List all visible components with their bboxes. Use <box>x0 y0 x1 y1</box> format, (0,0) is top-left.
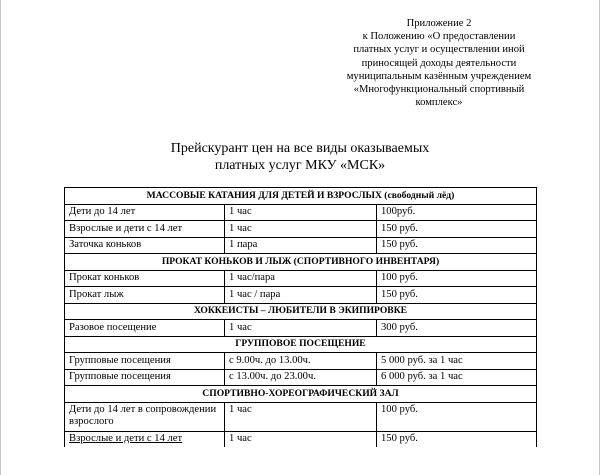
service-underlined-text: Взрослые и дети с 14 лет <box>69 433 183 444</box>
section-heading-row <box>65 303 537 320</box>
price-cell: 5 000 руб. за 1 час <box>377 353 537 370</box>
section-heading-row <box>65 386 537 403</box>
section-heading: СПОРТИВНО-ХОРЕОГРАФИЧЕСКИЙ ЗАЛ <box>65 386 537 403</box>
page-frame-left <box>0 0 1 475</box>
service-cell: Групповые посещения <box>65 369 225 386</box>
unit-cell: 1 пара <box>225 237 377 254</box>
service-cell: Дети до 14 лет в сопровождении взрослого <box>65 402 225 431</box>
appendix-line: Приложение 2 <box>406 18 472 29</box>
section-heading-row <box>65 188 537 205</box>
section-heading: ХОККЕИСТЫ – ЛЮБИТЕЛИ В ЭКИПИРОВКЕ <box>65 303 537 320</box>
title-line-2: платных услуг МКУ «МСК» <box>214 158 386 173</box>
unit-cell: с 9.00ч. до 13.00ч. <box>225 353 377 370</box>
table-row <box>65 402 537 431</box>
section-heading: ПРОКАТ КОНЬКОВ И ЛЫЖ (СПОРТИВНОГО ИНВЕНТАРЯ) <box>65 254 537 271</box>
price-cell: 150 руб. <box>377 287 537 304</box>
service-cell: Дети до 14 лет <box>65 204 225 221</box>
section-heading: ГРУППОВОЕ ПОСЕЩЕНИЕ <box>65 336 537 353</box>
appendix-line: к Положению «О предоставлении <box>362 31 516 43</box>
unit-cell: 1 час <box>225 320 377 337</box>
service-cell: Заточка коньков <box>65 237 225 254</box>
price-cell: 150 руб. <box>377 431 537 447</box>
document-title <box>150 140 450 174</box>
unit-cell: 1 час <box>225 431 377 447</box>
table-row <box>65 221 537 238</box>
appendix-line: приносящей доходы деятельности <box>361 57 517 69</box>
price-cell: 150 руб. <box>377 221 537 238</box>
unit-cell: 1 час <box>225 221 377 238</box>
service-cell: Прокат лыж <box>65 287 225 304</box>
service-cell: Взрослые и дети с 14 лет <box>65 221 225 238</box>
price-cell: 100 руб. <box>377 402 537 431</box>
service-cell <box>65 431 225 447</box>
price-cell: 100 руб. <box>377 270 537 287</box>
title-line-1: Прейскурант цен на все виды оказываемых <box>170 141 430 156</box>
unit-cell: 1 час <box>225 204 377 221</box>
table-row <box>65 204 537 221</box>
table-row <box>65 369 537 386</box>
table-row <box>65 237 537 254</box>
appendix-line: «Многофункциональный спортивный <box>353 84 525 96</box>
table-row <box>65 353 537 370</box>
table-row <box>65 287 537 304</box>
unit-cell: 1 час / пара <box>225 287 377 304</box>
appendix-note <box>320 17 558 109</box>
service-cell: Разовое посещение <box>65 320 225 337</box>
price-cell: 300 руб. <box>377 320 537 337</box>
appendix-line: платных услуг и осуществлении иной <box>353 44 525 56</box>
service-cell: Групповые посещения <box>65 353 225 370</box>
table-row <box>65 320 537 337</box>
section-heading-row <box>65 254 537 271</box>
table-row <box>65 431 537 447</box>
section-heading-row <box>65 336 537 353</box>
appendix-line: муниципальным казённым учреждением <box>346 70 532 82</box>
appendix-line: комплекс» <box>415 97 463 109</box>
table-row <box>65 270 537 287</box>
unit-cell: 1 час/пара <box>225 270 377 287</box>
unit-cell: с 13.00ч. до 23.00ч. <box>225 369 377 386</box>
price-table <box>64 187 537 447</box>
price-cell: 6 000 руб. за 1 час <box>377 369 537 386</box>
section-heading: МАССОВЫЕ КАТАНИЯ ДЛЯ ДЕТЕЙ И ВЗРОСЛЫХ (свободный лёд) <box>65 188 537 205</box>
unit-cell: 1 час <box>225 402 377 431</box>
price-cell: 100руб. <box>377 204 537 221</box>
service-cell: Прокат коньков <box>65 270 225 287</box>
price-cell: 150 руб. <box>377 237 537 254</box>
